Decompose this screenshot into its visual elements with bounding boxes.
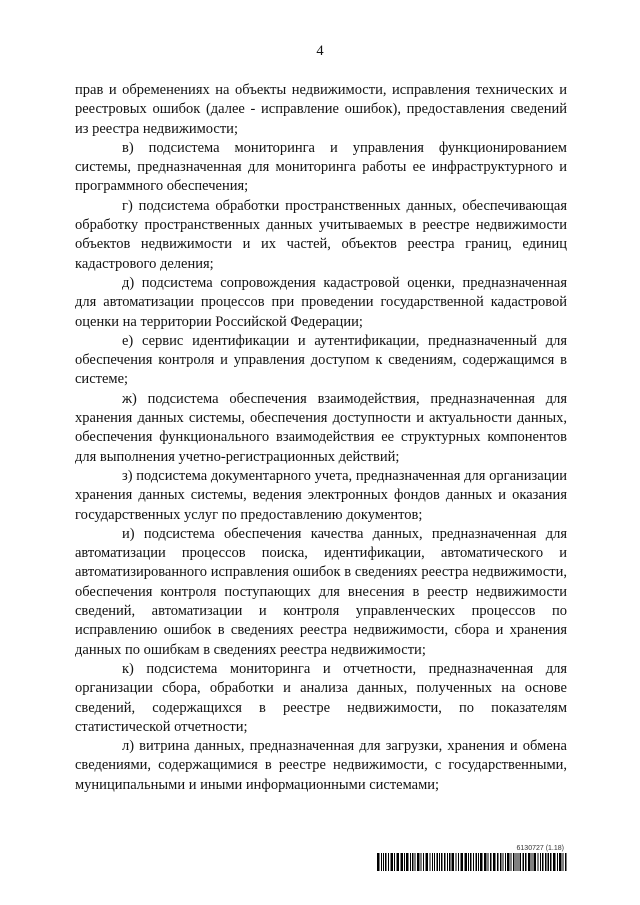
barcode-bar	[540, 853, 541, 871]
barcode-bar	[532, 853, 533, 871]
barcode-bar	[458, 853, 459, 871]
barcode-bar	[484, 853, 487, 871]
barcode-bar	[449, 853, 451, 871]
barcode-bar	[430, 853, 431, 871]
barcode-bar	[490, 853, 492, 871]
barcode-bar	[505, 853, 506, 871]
barcode-bar	[528, 853, 531, 871]
barcode-bar	[444, 853, 446, 871]
barcode-bar	[381, 853, 382, 871]
barcode-bar	[548, 853, 550, 871]
barcode-bar	[385, 853, 387, 871]
paragraph-item-zh: ж) подсистема обеспечения взаимодействия, предназначенная для хранения данных системы, обеспечения доступности и актуальности данных, обеспечения функционального взаимодействия ее структурных компонентов для выполнения учетно-регистрационных действий;	[75, 390, 567, 465]
barcode-bar	[434, 853, 435, 871]
barcode-bar	[503, 853, 504, 871]
barcode-bar	[553, 853, 556, 871]
barcode-bar	[493, 853, 496, 871]
barcode-bar	[557, 853, 558, 871]
document-body	[75, 81, 567, 795]
paragraph-item-i: и) подсистема обеспечения качества данных, предназначенная для автоматизации процессов поиска, идентификации, автоматического и автоматизированного исправления ошибок в сведениях реестра недвижимости, обеспечения контроля поступающих для внесения в реестр недвижимости сведений, автоматизации и контроля управленческих процессов по исправлению ошибок в сведениях реестра недвижимости, сбора и хранения данных по ошибкам в сведениях реестра недвижимости;	[75, 525, 567, 658]
barcode-bar	[525, 853, 527, 871]
barcode-bar	[500, 853, 502, 871]
barcode-bar	[415, 853, 416, 871]
barcode-bar	[391, 853, 394, 871]
document-code: 6130727 (1.18)	[516, 845, 564, 852]
barcode-bar	[516, 853, 517, 871]
barcode-bar	[447, 853, 448, 871]
barcode-bar	[421, 853, 422, 871]
barcode-bar	[394, 853, 395, 871]
barcode-bar	[488, 853, 489, 871]
barcode-bar	[538, 853, 539, 871]
barcode-bar	[437, 853, 439, 871]
barcode-bar	[507, 853, 510, 871]
barcode-bar	[480, 853, 483, 871]
barcode-bar	[465, 853, 468, 871]
barcode-bar	[550, 853, 552, 871]
barcode-bar	[404, 853, 405, 871]
paragraph-item-k: к) подсистема мониторинга и отчетности, предназначенная для организации сбора, обработки и анализа данных, полученных на основе сведений, содержащихся в реестре недвижимости, по показателям статистической отчетности;	[75, 660, 567, 735]
barcode-bar	[497, 853, 499, 871]
barcode-bar	[473, 853, 474, 871]
paragraph-item-d: д) подсистема сопровождения кадастровой оценки, предназначенная для автоматизации процессов при проведении государственной кадастровой оценки на территории Российской Федерации;	[75, 274, 567, 330]
barcode-image	[377, 853, 567, 871]
barcode-bar	[432, 853, 433, 871]
paragraph-item-v: в) подсистема мониторинга и управления функционированием системы, предназначенная для мониторинга работы ее инфраструктурного и программного обеспечения;	[75, 139, 567, 195]
barcode-bar	[468, 853, 469, 871]
barcode-bar	[410, 853, 411, 871]
barcode-bar	[461, 853, 464, 871]
barcode-bar	[513, 853, 515, 871]
barcode-bar	[563, 853, 564, 871]
barcode-bar	[439, 853, 440, 871]
barcode-bar	[565, 853, 567, 871]
barcode-bar	[456, 853, 457, 871]
barcode-bar	[470, 853, 472, 871]
barcode-bar	[511, 853, 512, 871]
barcode-bar	[523, 853, 525, 871]
barcode-bar	[520, 853, 522, 871]
barcode-bar	[412, 853, 414, 871]
barcode-bar	[441, 853, 443, 871]
barcode-bar	[478, 853, 479, 871]
barcode-bar	[406, 853, 409, 871]
barcode-bar	[426, 853, 429, 871]
barcode-bar	[423, 853, 424, 871]
page-number: 4	[316, 43, 324, 59]
paragraph-item-l: л) витрина данных, предназначенная для загрузки, хранения и обмена сведениями, содержащимися в реестре недвижимости, с государственными, муниципальными и иными информационными системами;	[75, 738, 567, 793]
barcode-bar	[388, 853, 389, 871]
paragraph-item-e: е) сервис идентификации и аутентификации, предназначенный для обеспечения контроля и управления доступом к сведениям, содержащимся в системе;	[75, 332, 567, 388]
barcode-bar	[452, 853, 455, 871]
barcode-bar	[383, 853, 384, 871]
barcode-bar	[476, 853, 478, 871]
paragraph-item-g: г) подсистема обработки пространственных данных, обеспечивающая обработку пространственных данных учитываемых в реестре недвижимости объектов недвижимости и их частей, объектов реестра границ, единиц кадастрового деления;	[75, 197, 567, 272]
barcode-bar	[397, 853, 400, 871]
barcode-bar	[545, 853, 547, 871]
barcode-bar	[518, 853, 519, 871]
paragraph-item-z: з) подсистема документарного учета, предназначенная для организации хранения данных системы, ведения электронных фондов данных и оказания государственных услуг по предоставлению документов;	[75, 467, 567, 523]
barcode-bar	[534, 853, 537, 871]
barcode-bar	[417, 853, 420, 871]
barcode-bar	[542, 853, 544, 871]
paragraph-continuation: прав и обременениях на объекты недвижимости, исправления технических и реестровых ошибок (далее - исправление ошибок), предоставления сведений из реестра недвижимости;	[75, 82, 567, 137]
barcode-bar	[377, 853, 380, 871]
barcode-bar	[401, 853, 404, 871]
barcode-bar	[559, 853, 562, 871]
